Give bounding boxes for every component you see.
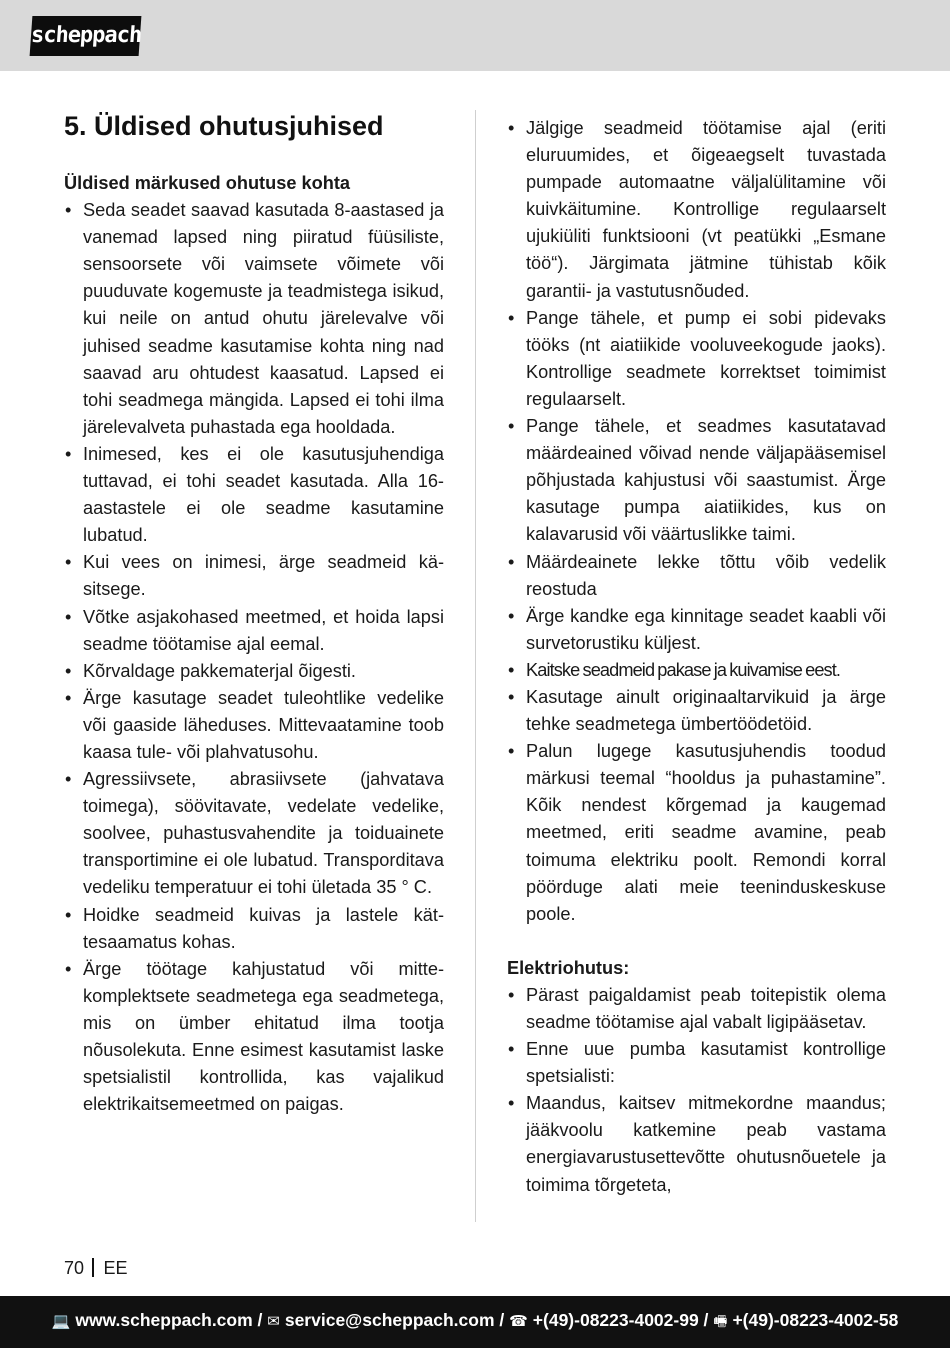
language-code: EE [103,1258,128,1278]
list-item: • Ärge kasutage seadet tuleohtlike vedelike või gaaside läheduses. Mittevaatamine toob kaasa tule- või plahvatusohu. [64,685,444,766]
phone-number: +(49)-08223-4002-99 [532,1310,699,1330]
list-item: • Määrdeainete lekke tõttu võib vedelik reostuda [507,549,886,603]
website-link[interactable]: www.scheppach.com [75,1310,253,1330]
footer-separator: / [494,1310,510,1330]
list-item: • Ärge töötage kahjustatud või mittekomplektsete seadmetega ega seadmetega, mis on ümber ehitatud ilma tootja nõusolekuta. Enne esimest kasutamist laske spetsialistil kontrollida, kas vajalikud elektrikaitsemeetmed on paigas. [64,956,444,1119]
left-column [64,170,444,1118]
right-column [507,115,886,1199]
list-item: • Enne uue pumba kasutamist kontrollige spetsialisti: [507,1036,886,1090]
page-marker [64,1256,128,1280]
list-item: • Võtke asjakohased meetmed, et hoida lapsi seadme töötamise ajal eemal. [64,604,444,658]
contact-footer [0,1296,950,1348]
column-divider [475,110,476,1222]
page-header [0,0,950,71]
list-item: • Agressiivsete, abrasiivsete (jahvatava toimega), söövitavate, vedelate vedelike, soolvee, puhastusvahendite ja toiduainete transportimine ei ole lubatud. Transporditava vedeliku temperatuur ei tohi ületada 35 ° C. [64,766,444,901]
list-item: • Jälgige seadmeid töötamise ajal (eriti eluruumides, et õigeaegselt tuvastada pumpade automaatne väljalülitamine või kuivkäitumine. Kontrollige regulaarselt ujukiüliti funktsiooni (vt peatükki „Esmane töö“). Järgimata jätmine tühistab kõik garantii- ja vastutusnõuded. [507,115,886,305]
footer-separator: / [698,1310,714,1330]
list-item: • Kaitske seadmeid pakase ja kuivamise eest. [507,657,886,684]
general-safety-list [64,197,444,1118]
email-link[interactable]: service@scheppach.com [284,1310,495,1330]
general-safety-list-continued [507,115,886,928]
spacer [507,928,886,955]
list-item: • Hoidke seadmeid kuivas ja lastele kättesaamatus kohas. [64,902,444,956]
list-item: • Maandus, kaitsev mitmekordne maandus; jääkvoolu katkemine peab vastama energiavarustusettevõtte ohutusnõuetele ja toimima tõrgeteta, [507,1090,886,1198]
list-item: • Pange tähele, et pump ei sobi pidevaks tööks (nt aiatiikide vooluveekogude jaoks). Kontrollige seadmete korrektset toimimist regulaarselt. [507,305,886,413]
footer-separator: / [252,1310,268,1330]
page-number: 70 [64,1258,85,1278]
envelope-icon: ✉ [267,1313,280,1330]
section-title: 5. Üldised ohutusjuhised [64,111,384,141]
electrical-safety-list [507,982,886,1199]
list-item: • Inimesed, kes ei ole kasutusjuhendiga tuttavad, ei tohi seadet kasutada. Alla 16-aastastele ei ole seadme kasutamine lubatud. [64,441,444,549]
list-item: • Kasutage ainult originaaltarvikuid ja ärge tehke seadmetega ümbertöödetöid. [507,684,886,738]
laptop-icon: 💻 [51,1313,71,1330]
scheppach-logo: scheppach [30,16,142,56]
list-item: • Palun lugege kasutusjuhendis toodud märkusi teemal “hooldus ja puhastamine”. Kõik nendest kõrgemad ja kaugemad meetmed, eriti seadme avamine, peab toimuma elektriku poolt. Remondi korral pöörduge alati meie teeninduskeskuse poole. [507,738,886,928]
general-notes-subhead: Üldised märkused ohutuse kohta [64,173,351,193]
electrical-safety-subhead: Elektriohutus: [507,957,630,978]
phone-icon: ☎ [509,1313,528,1330]
list-item: • Pange tähele, et seadmes kasutatavad määrdeained võivad nende väljapääsemisel põhjustada kahjustusi või saastumist. Ärge kasutage pumpa aiatiikides, kus on kalavarusid või väärtuslikke taimi. [507,413,886,548]
list-item: • Ärge kandke ega kinnitage seadet kaabli või survetorustiku küljest. [507,603,886,657]
fax-icon: 🖷 [713,1313,728,1330]
list-item: • Kõrvaldage pakkematerjal õigesti. [64,658,444,685]
list-item: • Kui vees on inimesi, ärge seadmeid käsitsege. [64,549,444,603]
page-separator [92,1258,94,1277]
fax-number: +(49)-08223-4002-58 [732,1310,899,1330]
list-item: • Pärast paigaldamist peab toitepistik olema seadme töötamise ajal vabalt ligipääsetav. [507,982,886,1036]
list-item: • Seda seadet saavad kasutada 8-aastased ja vanemad lapsed ning piiratud füüsiliste, sensoorsete või vaimsete võimete või puuduvate kogemuste ja teadmistega isikud, kui neile on antud ohutu järelevalve või juhised seadme kasutamise kohta ning nad saavad aru ohtudest kaasatud. Lapsed ei tohi seadmega mängida. Lapsed ei tohi ilma järelevalveta puhastada ega hooldada. [64,197,444,441]
